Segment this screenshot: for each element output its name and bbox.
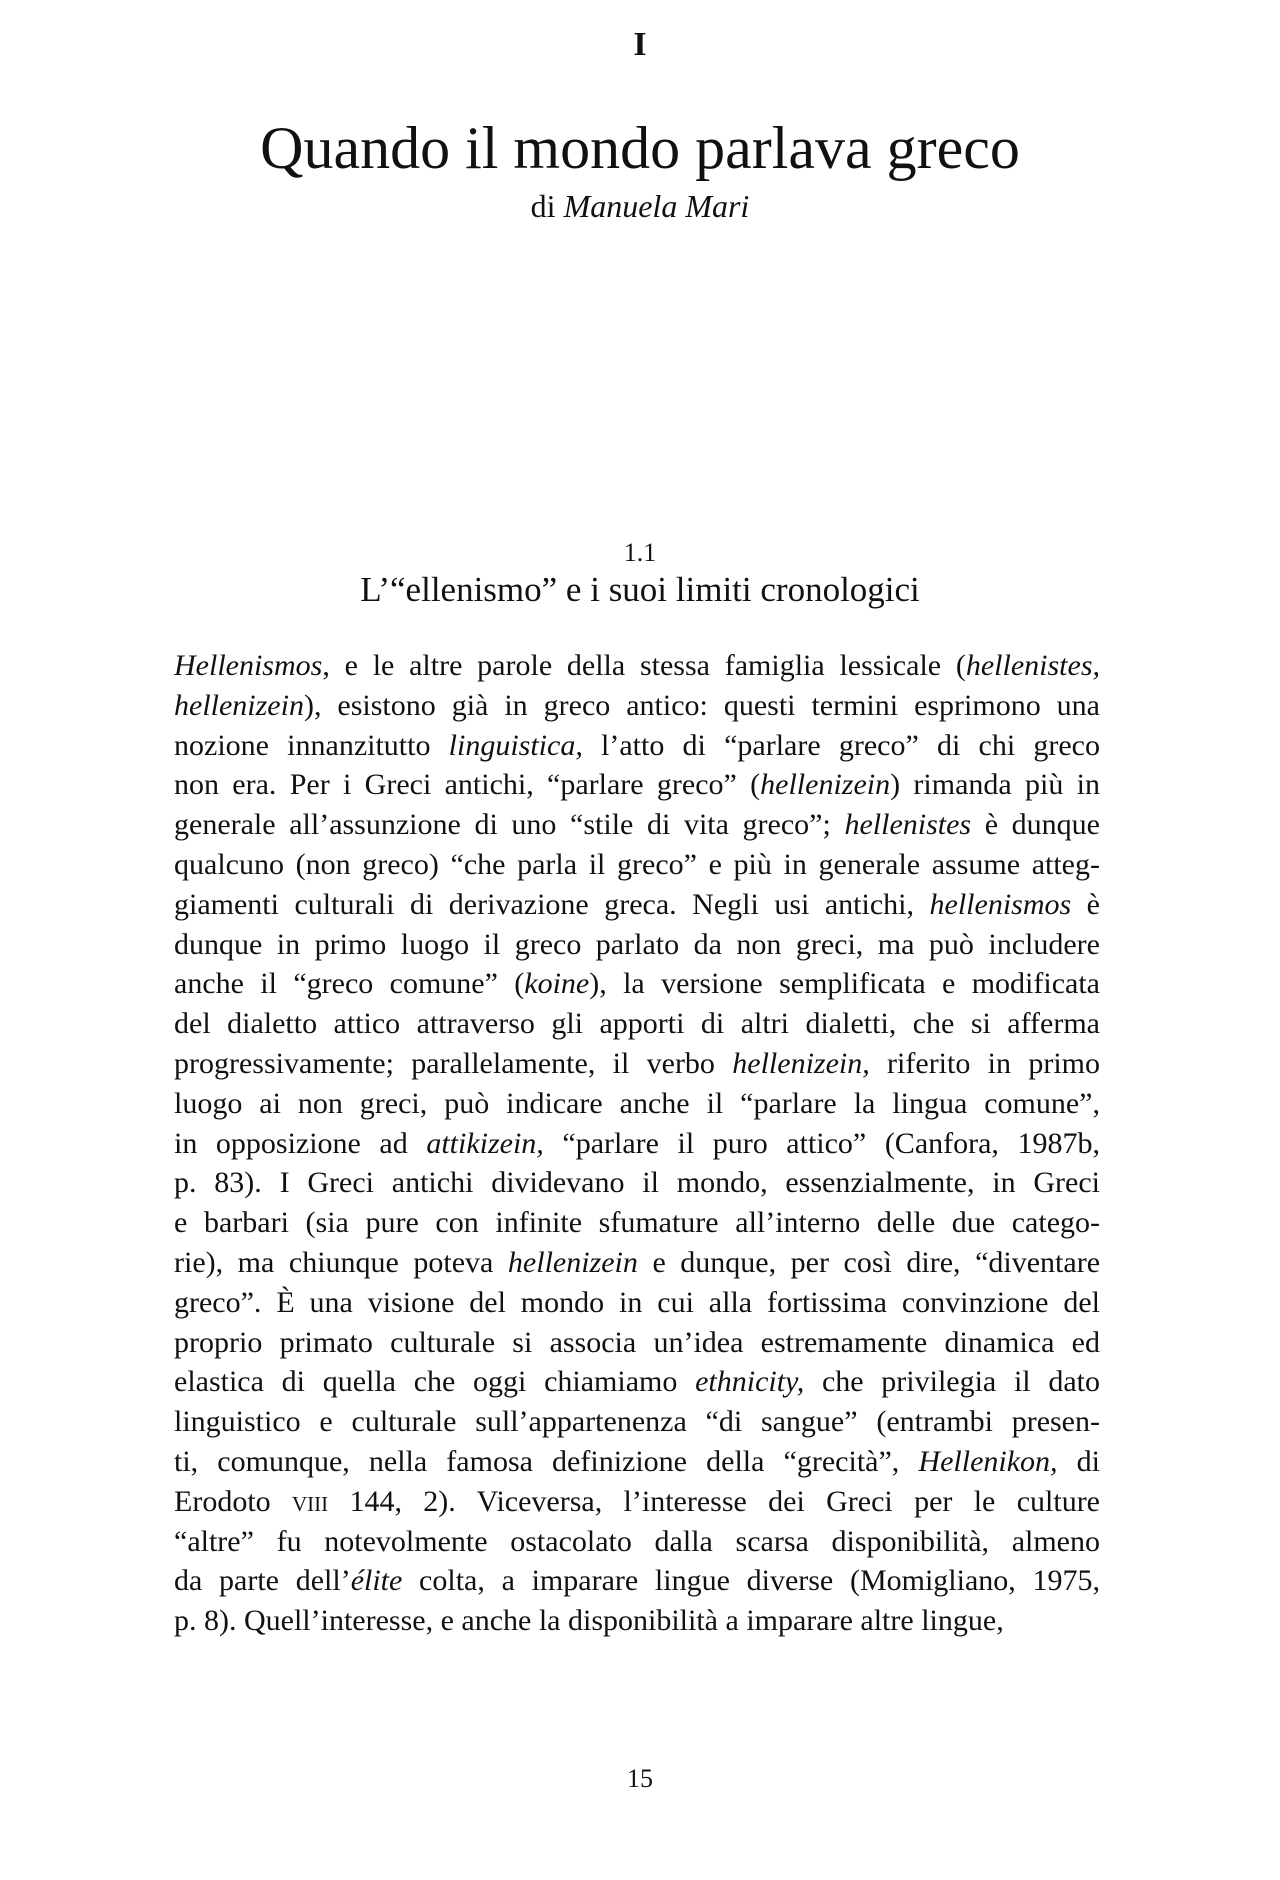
text-line <box>174 646 1100 686</box>
text-run: progressivamente; parallelamente, il verbo <box>174 1046 733 1080</box>
text-run: generale all’assunzione di uno “stile di vita greco”; <box>174 808 845 842</box>
text-run: greco”. È una visione del mondo in cui alla fortissima convinzione del <box>174 1285 1100 1319</box>
text-run: p. 8). Quell’interesse, e anche la disponibilità a imparare altre lingue, <box>174 1604 1004 1638</box>
text-line <box>174 1561 1100 1601</box>
text-run: che privilegia il dato <box>804 1365 1100 1399</box>
text-run: luogo ai non greci, può indicare anche il “parlare la lingua comune”, <box>174 1086 1100 1120</box>
text-line <box>174 925 1100 965</box>
text-run: è <box>1071 887 1100 921</box>
text-line <box>174 805 1100 845</box>
text-line <box>174 1084 1100 1124</box>
text-line <box>174 1362 1100 1402</box>
text-run: p. 83). I Greci antichi dividevano il mondo, essenzialmente, in Greci <box>174 1166 1100 1200</box>
text-run: , e le altre parole della stessa famiglia lessicale ( <box>322 649 966 682</box>
italic-term: Hellenismos <box>174 649 323 682</box>
text-line <box>174 1044 1100 1084</box>
text-run: anche il “greco comune” ( <box>174 967 525 1001</box>
text-run: in opposizione ad <box>174 1126 427 1160</box>
text-line <box>174 885 1100 925</box>
text-run: “altre” fu notevolmente ostacolato dalla scarsa disponibilità, almeno <box>174 1524 1100 1558</box>
italic-term: hellenizein <box>760 768 891 802</box>
text-run: rie), ma chiunque poteva <box>174 1245 508 1279</box>
byline-prefix: di <box>530 188 556 224</box>
text-run: ti, comunque, nella famosa definizione della “grecità”, <box>174 1444 919 1478</box>
text-line <box>174 1402 1100 1442</box>
text-run: del dialetto attico attraverso gli apporti di altri dialetti, che si afferma <box>174 1007 1100 1041</box>
text-run: ) rimanda più in <box>890 768 1100 802</box>
text-run: 144, 2). Viceversa, l’interesse dei Greci per le culture <box>328 1484 1100 1518</box>
text-run: elastica di quella che oggi chiamiamo <box>174 1365 696 1399</box>
chapter-title: Quando il mondo parlava greco <box>260 115 1020 181</box>
text-line <box>174 1522 1100 1562</box>
text-run: ), la versione semplificata e modificata <box>589 967 1100 1001</box>
italic-term: hellenismos <box>929 887 1072 921</box>
text-line <box>174 1283 1100 1323</box>
italic-term: ethnicity, <box>695 1365 805 1399</box>
section-number: 1.1 <box>623 538 657 567</box>
text-run: è dunque <box>971 808 1100 842</box>
text-run: riferito in primo <box>869 1046 1100 1080</box>
byline <box>0 188 1280 225</box>
text-run: nozione innanzitutto <box>174 728 449 762</box>
text-line <box>174 1601 1100 1641</box>
text-run: qualcuno (non greco) “che parla il greco” e più in generale assume atteg- <box>174 847 1100 881</box>
text-run: da parte dell’ <box>174 1564 351 1598</box>
italic-term: koine <box>524 967 590 1001</box>
text-line <box>174 686 1100 726</box>
chapter-number: I <box>633 26 647 63</box>
text-run: ), esistono già in greco antico: questi termini esprimono una <box>303 688 1100 722</box>
text-line <box>174 1004 1100 1044</box>
italic-term: hellenizein, <box>732 1046 870 1080</box>
text-line <box>174 1124 1100 1164</box>
text-line <box>174 845 1100 885</box>
text-run: colta, a imparare lingue diverse (Momigliano, 1975, <box>402 1564 1100 1598</box>
italic-term: hellenistes <box>844 808 972 842</box>
text-line <box>174 1482 1100 1522</box>
italic-term: hellenistes, <box>965 649 1100 682</box>
text-line <box>174 1203 1100 1243</box>
text-run: giamenti culturali di derivazione greca. Negli usi antichi, <box>174 887 930 921</box>
section-title: L’“ellenismo” e i suoi limiti cronologici <box>360 570 920 609</box>
text-run: linguistico e culturale sull’appartenenza “di sangue” (entrambi presen- <box>174 1405 1100 1439</box>
text-run: proprio primato culturale si associa un’idea estremamente dinamica ed <box>174 1325 1100 1359</box>
text-line <box>174 1163 1100 1203</box>
author-name: Manuela Mari <box>563 188 750 224</box>
text-run: Erodoto <box>174 1484 292 1518</box>
text-line <box>174 765 1100 805</box>
text-line <box>174 1442 1100 1482</box>
body-paragraph <box>174 646 1100 1641</box>
text-run: “parlare il puro attico” (Canfora, 1987b, <box>543 1126 1100 1160</box>
text-run: viii <box>291 1484 329 1518</box>
italic-term: élite <box>350 1564 403 1598</box>
text-line <box>174 1243 1100 1283</box>
page-number: 15 <box>627 1764 653 1793</box>
text-run: di <box>1057 1444 1101 1478</box>
text-run: l’atto di “parlare greco” di chi greco <box>582 728 1100 762</box>
text-run: e dunque, per così dire, “diventare <box>637 1245 1101 1279</box>
text-line <box>174 726 1100 766</box>
italic-term: Hellenikon, <box>918 1444 1058 1478</box>
italic-term: linguistica, <box>448 728 583 762</box>
text-run: dunque in primo luogo il greco parlato da non greci, ma può includere <box>174 927 1100 961</box>
italic-term: hellenizein <box>174 688 304 722</box>
italic-term: hellenizein <box>507 1245 638 1279</box>
text-run: e barbari (sia pure con infinite sfumature all’interno delle due catego- <box>174 1206 1100 1240</box>
text-line <box>174 1323 1100 1363</box>
italic-term: attikizein, <box>426 1126 544 1160</box>
text-run: non era. Per i Greci antichi, “parlare greco” ( <box>174 768 761 802</box>
text-line <box>174 964 1100 1004</box>
